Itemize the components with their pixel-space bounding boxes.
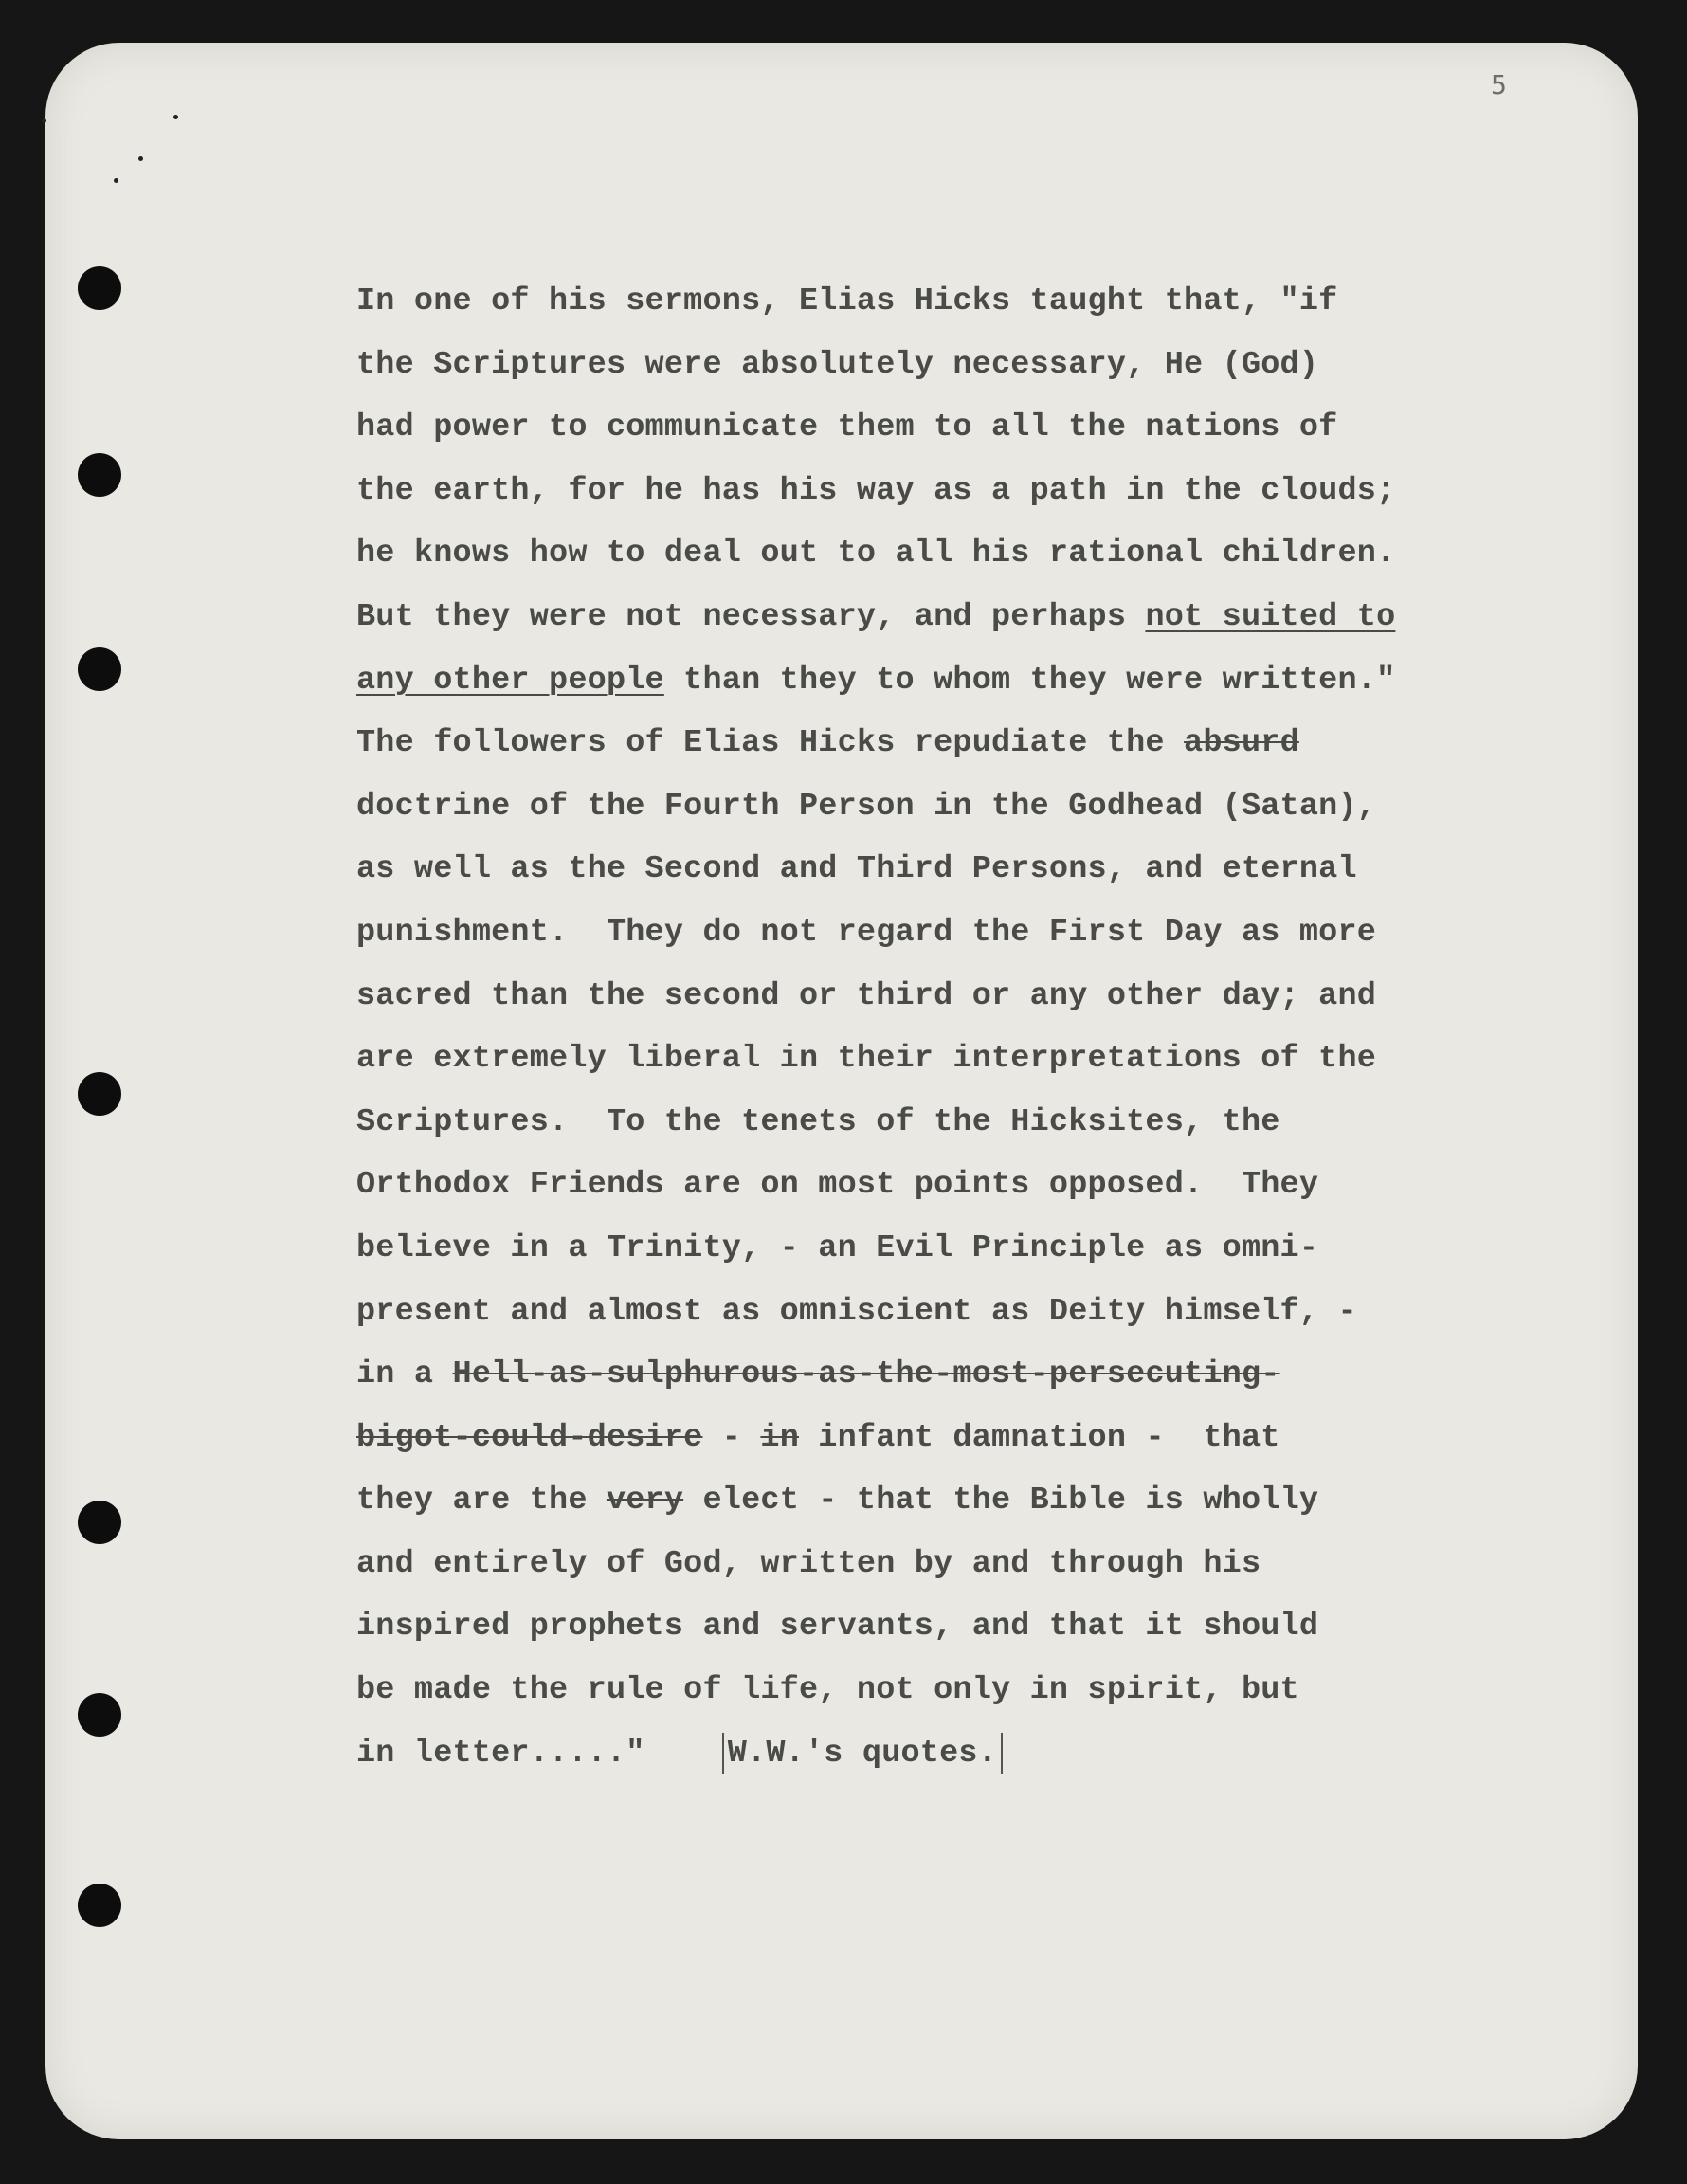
text-line bbox=[356, 1091, 1437, 1155]
text-segment: had power to communicate them to all the nations of bbox=[356, 410, 1338, 446]
text-line bbox=[356, 334, 1437, 397]
struck-text: very bbox=[606, 1483, 684, 1520]
text-line bbox=[356, 270, 1437, 334]
text-line bbox=[356, 1469, 1437, 1533]
text-segment: present and almost as omniscient as Deity himself, - bbox=[356, 1293, 1357, 1330]
ink-speck bbox=[138, 156, 143, 161]
text-line bbox=[356, 396, 1437, 460]
text-line bbox=[356, 775, 1437, 839]
page-number: 5 bbox=[1491, 69, 1507, 100]
text-segment: sacred than the second or third or any other day; and bbox=[356, 977, 1377, 1014]
text-segment: and entirely of God, written by and through his bbox=[356, 1545, 1261, 1582]
text-segment: But they were not necessary, and perhaps bbox=[356, 598, 1146, 635]
text-segment: The followers of Elias Hicks repudiate the bbox=[356, 725, 1185, 762]
text-segment: infant damnation - that bbox=[799, 1419, 1280, 1456]
text-line bbox=[356, 1217, 1437, 1281]
text-line bbox=[356, 522, 1437, 586]
text-segment: are extremely liberal in their interpretations of the bbox=[356, 1041, 1377, 1078]
struck-text: absurd bbox=[1184, 725, 1299, 762]
text-segment: believe in a Trinity, - an Evil Principle as omni- bbox=[356, 1229, 1319, 1266]
text-line bbox=[356, 460, 1437, 523]
struck-text: in bbox=[760, 1419, 799, 1456]
binder-hole bbox=[78, 647, 121, 691]
text-line bbox=[356, 838, 1437, 901]
text-segment: Scriptures. To the tenets of the Hicksites, the bbox=[356, 1103, 1280, 1140]
text-line bbox=[356, 586, 1437, 649]
text-segment: he knows how to deal out to all his rational children. bbox=[356, 536, 1396, 573]
text-segment: they are the bbox=[356, 1483, 607, 1520]
binder-hole bbox=[78, 1072, 121, 1116]
text-line bbox=[356, 1533, 1437, 1596]
binder-hole bbox=[78, 1501, 121, 1544]
ink-speck bbox=[42, 118, 46, 123]
text-line bbox=[356, 1722, 1437, 1786]
ink-speck bbox=[173, 115, 178, 119]
typescript-body bbox=[356, 270, 1437, 1785]
text-segment: - bbox=[702, 1419, 761, 1456]
text-segment: inspired prophets and servants, and that it should bbox=[356, 1609, 1319, 1646]
text-segment: in a bbox=[356, 1356, 453, 1393]
text-line bbox=[356, 1281, 1437, 1344]
ink-speck bbox=[114, 178, 118, 183]
text-line bbox=[356, 901, 1437, 965]
binder-hole bbox=[78, 453, 121, 497]
binder-hole bbox=[78, 1693, 121, 1737]
text-line bbox=[356, 1595, 1437, 1659]
bracketed-note: W.W.'s quotes. bbox=[722, 1733, 1003, 1774]
text-segment: as well as the Second and Third Persons, and eternal bbox=[356, 851, 1357, 888]
binder-hole bbox=[78, 266, 121, 310]
text-segment: Orthodox Friends are on most points opposed. They bbox=[356, 1167, 1319, 1204]
text-line bbox=[356, 1154, 1437, 1217]
underlined-text: not suited to bbox=[1145, 598, 1396, 635]
text-segment: than they to whom they were written." bbox=[663, 662, 1396, 699]
text-line bbox=[356, 1343, 1437, 1407]
text-line bbox=[356, 649, 1437, 713]
text-line bbox=[356, 1028, 1437, 1091]
text-segment: the earth, for he has his way as a path in the clouds; bbox=[356, 472, 1396, 509]
text-line bbox=[356, 712, 1437, 775]
struck-text: Hell-as-sulphurous-as-the-most-persecuting- bbox=[452, 1356, 1280, 1393]
text-segment: elect - that the Bible is wholly bbox=[683, 1483, 1319, 1520]
text-segment: the Scriptures were absolutely necessary, He (God) bbox=[356, 346, 1319, 383]
underlined-text: any other people bbox=[356, 662, 664, 699]
binder-hole bbox=[78, 1884, 121, 1927]
text-line bbox=[356, 1407, 1437, 1470]
text-segment: doctrine of the Fourth Person in the Godhead (Satan), bbox=[356, 788, 1377, 825]
struck-text: bigot-could-desire bbox=[356, 1419, 703, 1456]
text-segment: punishment. They do not regard the First Day as more bbox=[356, 914, 1377, 951]
text-segment: in letter....." bbox=[356, 1735, 722, 1772]
text-line bbox=[356, 1659, 1437, 1722]
text-segment: In one of his sermons, Elias Hicks taught that, "if bbox=[356, 283, 1338, 319]
text-line bbox=[356, 965, 1437, 1028]
text-segment: be made the rule of life, not only in spirit, but bbox=[356, 1672, 1299, 1709]
